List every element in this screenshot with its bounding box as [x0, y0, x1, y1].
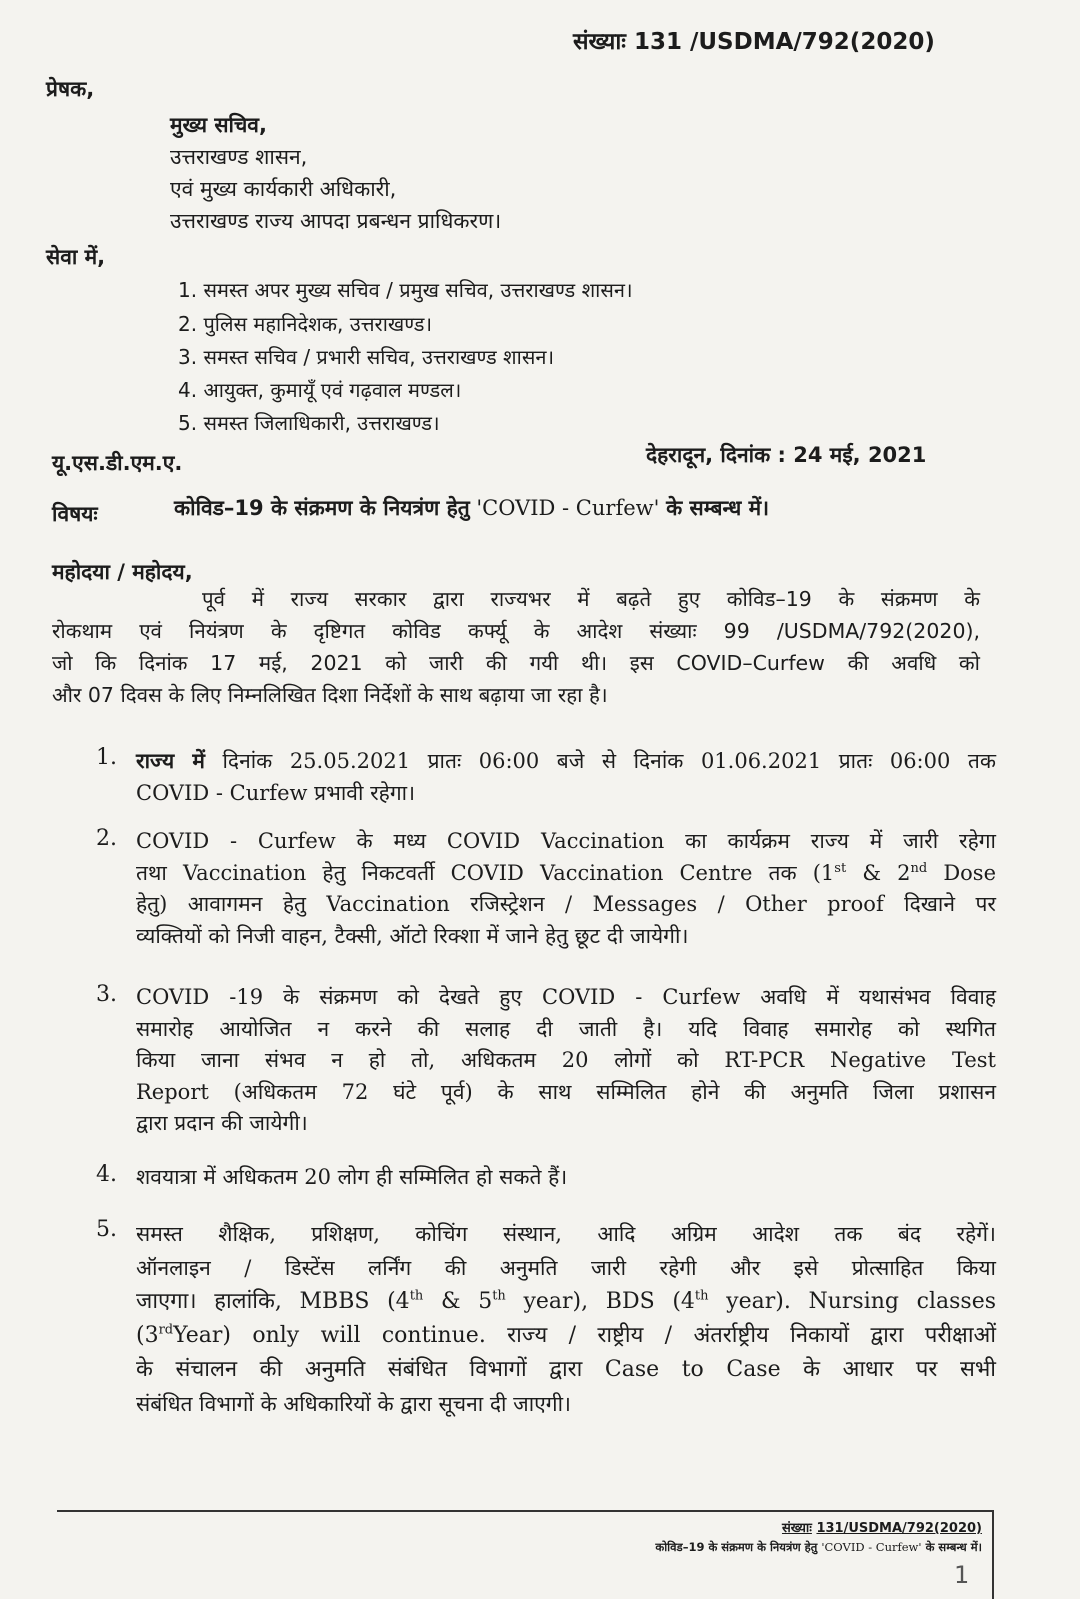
- footer-subject: [655, 1540, 982, 1555]
- point-line: COVID - Curfew के मध्य COVID Vaccination का कार्यक्रम राज्य में जारी रहेगा: [136, 829, 996, 853]
- point-line: COVID - Curfew प्रभावी रहेगा।: [136, 780, 416, 805]
- office-code: यू.एस.डी.एम.ए.: [52, 451, 183, 475]
- point-number: 2.: [96, 826, 117, 851]
- point-text: (3: [136, 1323, 159, 1348]
- recipient-item: 1. समस्त अपर मुख्य सचिव / प्रमुख सचिव, उत्तराखण्ड शासन।: [178, 278, 633, 302]
- point-line: संबंधित विभागों के अधिकारियों के द्वारा सूचना दी जाएगी।: [136, 1392, 571, 1416]
- recipient-item: 2. पुलिस महानिदेशक, उत्तराखण्ड।: [178, 312, 433, 336]
- footer-reference-prefix: संख्याः: [781, 1521, 812, 1536]
- point-text: year). Nursing classes: [708, 1289, 997, 1314]
- recipients-label: सेवा में,: [46, 245, 106, 269]
- superscript: th: [409, 1288, 424, 1304]
- point-line: किया जाना संभव न हो तो, अधिकतम 20 लोगों को RT-PCR Negative Test: [136, 1048, 996, 1072]
- point-text: Dose: [927, 860, 997, 885]
- point-number: 1.: [96, 745, 117, 770]
- intro-line: जो कि दिनांक 17 मई, 2021 को जारी की गयी थी। इस COVID–Curfew की अवधि को: [52, 651, 980, 675]
- point-body: [136, 1217, 996, 1421]
- point-text: & 5: [423, 1289, 493, 1314]
- point-line: COVID -19 के संक्रमण को देखते हुए COVID - Curfew अवधि में यथासंभव विवाह: [136, 985, 996, 1009]
- subject-label: विषयः: [52, 502, 98, 526]
- recipient-item: 3. समस्त सचिव / प्रभारी सचिव, उत्तराखण्ड शासन।: [178, 345, 555, 369]
- point-line: शवयात्रा में अधिकतम 20 लोग ही सम्मिलित हो सकते हैं।: [136, 1165, 568, 1189]
- place-date: देहरादून, दिनांक : 24 मई, 2021: [646, 443, 927, 467]
- superscript: th: [492, 1288, 506, 1304]
- point-text: year), BDS (4: [505, 1289, 695, 1314]
- sender-label: प्रेषक,: [46, 77, 95, 101]
- point-line: समारोह आयोजित न करने की सलाह दी जाती है। यदि विवाह समारोह को स्थगित: [136, 1016, 996, 1041]
- point-number: 3.: [96, 982, 117, 1007]
- superscript: th: [694, 1288, 709, 1304]
- point-lead: राज्य में: [136, 748, 205, 773]
- point-line: द्वारा प्रदान की जायेगी।: [136, 1111, 308, 1135]
- point-line: हेतु) आवागमन हेतु Vaccination रजिस्ट्रेशन / Messages / Other proof दिखाने पर: [136, 892, 996, 916]
- reference-number: संख्याः 131 /USDMA/792(2020): [573, 29, 935, 55]
- point-line: [136, 1319, 996, 1353]
- point-line: के संचालन की अनुमति संबंधित विभागों द्वारा Case to Case के आधार पर सभी: [136, 1357, 996, 1382]
- point-number: 4.: [96, 1162, 117, 1187]
- point-text: दिनांक 25.05.2021 प्रातः 06:00 बजे से दिनांक 01.06.2021 प्रातः 06:00 तक: [222, 749, 996, 773]
- point-line: [136, 745, 996, 778]
- intro-line: और 07 दिवस के लिए निम्नलिखित दिशा निर्देशों के साथ बढ़ाया जा रहा है।: [52, 683, 608, 707]
- point-line: Report (अधिकतम 72 घंटे पूर्व) के साथ सम्मिलित होने की अनुमति जिला प्रशासन: [136, 1079, 996, 1104]
- footer-subject-quoted: 'COVID - Curfew': [821, 1540, 922, 1554]
- point-body: [136, 826, 996, 952]
- point-text: & 2: [846, 860, 911, 885]
- point-line: [136, 858, 996, 890]
- footer-reference: [782, 1518, 982, 1536]
- point-line: समस्त शैक्षिक, प्रशिक्षण, कोचिंग संस्थान, आदि अग्रिम आदेश तक बंद रहेगें।: [136, 1222, 996, 1246]
- subject-quoted: 'COVID - Curfew': [476, 496, 660, 520]
- point-line: [136, 1285, 996, 1319]
- page-number: 1: [954, 1561, 970, 1589]
- point-body: [136, 745, 996, 809]
- point-number: 5.: [96, 1217, 117, 1242]
- point-text: Year) only will continue. राज्य / राष्ट्रीय / अंतर्राष्ट्रीय निकायों द्वारा परीक्षाओं: [173, 1323, 996, 1348]
- superscript: st: [834, 860, 847, 876]
- point-line: व्यक्तियों को निजी वाहन, टैक्सी, ऑटो रिक्शा में जाने हेतु छूट दी जायेगी।: [136, 923, 689, 948]
- subject-end: के सम्बन्ध में।: [666, 496, 770, 520]
- sender-line-4: उत्तराखण्ड राज्य आपदा प्रबन्धन प्राधिकरण।: [170, 209, 502, 233]
- salutation: महोदया / महोदय,: [52, 560, 193, 584]
- point-text: जाएगा। हालांकि, MBBS (4: [136, 1289, 410, 1314]
- intro-paragraph: [52, 583, 980, 711]
- footer-subject-text: कोविड–19 के संक्रमण के नियत्रंण हेतु: [655, 1540, 818, 1554]
- sender-line-3: एवं मुख्य कार्यकारी अधिकारी,: [170, 177, 397, 201]
- footer-subject-end: के सम्बन्ध में।: [925, 1540, 982, 1554]
- footer-reference-number: 131/USDMA/792(2020): [816, 1521, 982, 1536]
- footer-divider-vertical: [992, 1510, 994, 1599]
- point-body: [136, 1162, 996, 1194]
- subject-text: कोविड–19 के संक्रमण के नियत्रंण हेतु: [174, 496, 470, 520]
- sender-line-2: उत्तराखण्ड शासन,: [170, 145, 308, 169]
- footer-divider: [57, 1510, 994, 1512]
- point-line: ऑनलाइन / डिस्टेंस लर्निंग की अनुमति जारी रहेगी और इसे प्रोत्साहित किया: [136, 1256, 996, 1280]
- recipient-item: 4. आयुक्त, कुमायूँ एवं गढ़वाल मण्डल।: [178, 378, 462, 402]
- recipient-item: 5. समस्त जिलाधिकारी, उत्तराखण्ड।: [178, 411, 440, 435]
- point-body: [136, 982, 996, 1140]
- subject-line: [174, 494, 769, 522]
- point-text: तथा Vaccination हेतु निकटवर्ती COVID Vaccination Centre तक (1: [136, 860, 835, 885]
- superscript: nd: [910, 860, 928, 876]
- intro-line: पूर्व में राज्य सरकार द्वारा राज्यभर में बढ़ते हुए कोविड–19 के संक्रमण के: [202, 587, 980, 611]
- superscript: rd: [158, 1322, 174, 1338]
- sender-line-1: मुख्य सचिव,: [170, 113, 267, 137]
- intro-line: रोकथाम एवं नियंत्रण के दृष्टिगत कोविड कर्फ्यू के आदेश संख्याः 99 /USDMA/792(2020),: [52, 619, 980, 643]
